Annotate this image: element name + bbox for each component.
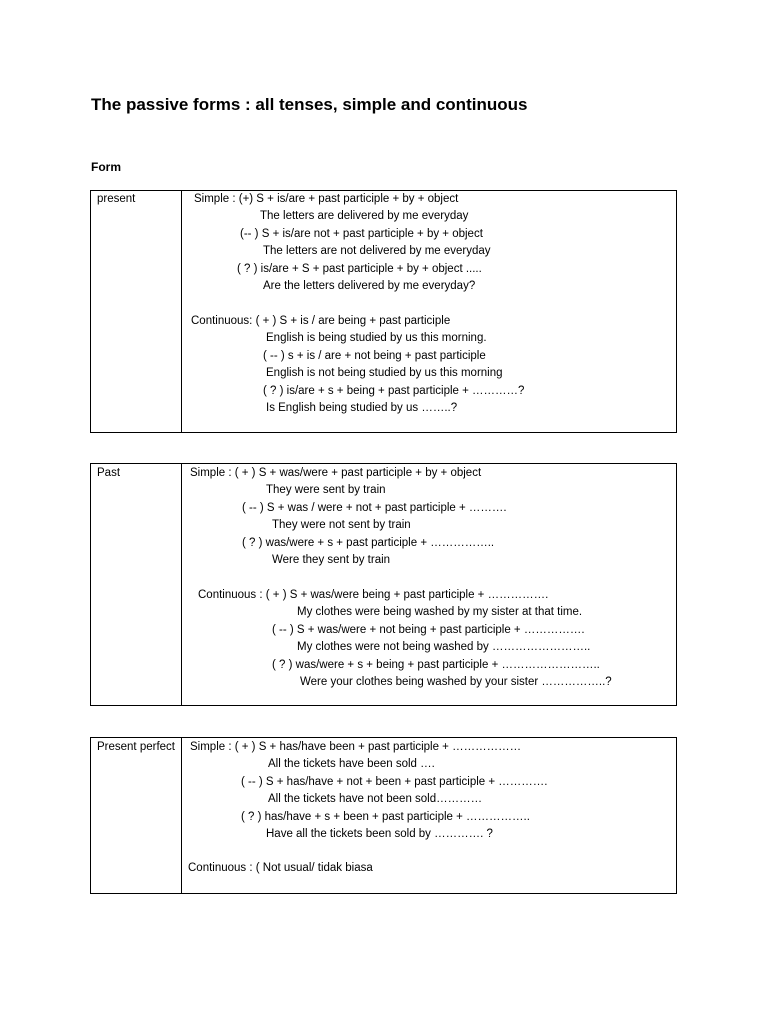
formula-line: ( ? ) has/have + s + been + past participle + …………….. <box>241 811 530 823</box>
formula-line: ( ? ) was/were + s + being + past participle + …………………….. <box>272 659 600 671</box>
example-line: They were sent by train <box>266 484 386 496</box>
example-line: They were not sent by train <box>272 519 411 531</box>
formula-line: Simple : (+) S + is/are + past participle + by + object <box>194 193 459 205</box>
formula-line: Continuous : ( + ) S + was/were being + past participle + ……………. <box>198 589 549 601</box>
example-line: All the tickets have not been sold………… <box>268 793 483 805</box>
example-line: My clothes were being washed by my sister at that time. <box>297 606 583 618</box>
example-line: All the tickets have been sold …. <box>268 758 435 770</box>
tense-table-past <box>90 463 677 706</box>
page-title: The passive forms : all tenses, simple and continuous <box>91 95 528 114</box>
formula-line: (-- ) S + is/are not + past participle + by + object <box>240 228 483 240</box>
example-line: The letters are delivered by me everyday <box>260 210 469 222</box>
formula-line: ( ? ) was/were + s + past participle + …………….. <box>242 537 495 549</box>
section-label-form: Form <box>91 160 121 174</box>
column-divider <box>181 191 182 432</box>
formula-line: ( ? ) is/are + s + being + past participle + …………? <box>263 385 525 397</box>
example-line: Is English being studied by us ……..? <box>266 402 458 414</box>
formula-line: ( -- ) S + has/have + not + been + past participle + …………. <box>241 776 548 788</box>
example-line: Are the letters delivered by me everyday? <box>263 280 476 292</box>
tense-label: present <box>97 193 136 205</box>
tense-table-present-perfect <box>90 737 677 894</box>
example-line: My clothes were not being washed by …………………….. <box>297 641 591 653</box>
example-line: Have all the tickets been sold by …………. ? <box>266 828 493 840</box>
tense-label: Present perfect <box>97 741 175 753</box>
column-divider <box>181 738 182 893</box>
formula-line: Continuous: ( + ) S + is / are being + past participle <box>191 315 451 327</box>
example-line: Were they sent by train <box>272 554 391 566</box>
example-line: English is being studied by us this morning. <box>266 332 487 344</box>
tense-table-present <box>90 190 677 433</box>
formula-line: Continuous : ( Not usual/ tidak biasa <box>188 862 373 874</box>
example-line: The letters are not delivered by me everyday <box>263 245 491 257</box>
formula-line: ( ? ) is/are + S + past participle + by + object ..... <box>237 263 482 275</box>
formula-line: ( -- ) s + is / are + not being + past participle <box>263 350 486 362</box>
example-line: Were your clothes being washed by your sister ……………..? <box>300 676 612 688</box>
example-line: English is not being studied by us this morning <box>266 367 503 379</box>
tense-label: Past <box>97 467 121 479</box>
formula-line: ( -- ) S + was/were + not being + past participle + ……………. <box>272 624 585 636</box>
formula-line: ( -- ) S + was / were + not + past participle + ………. <box>242 502 507 514</box>
column-divider <box>181 464 182 705</box>
formula-line: Simple : ( + ) S + was/were + past participle + by + object <box>190 467 482 479</box>
formula-line: Simple : ( + ) S + has/have been + past participle + ……………… <box>190 741 522 753</box>
